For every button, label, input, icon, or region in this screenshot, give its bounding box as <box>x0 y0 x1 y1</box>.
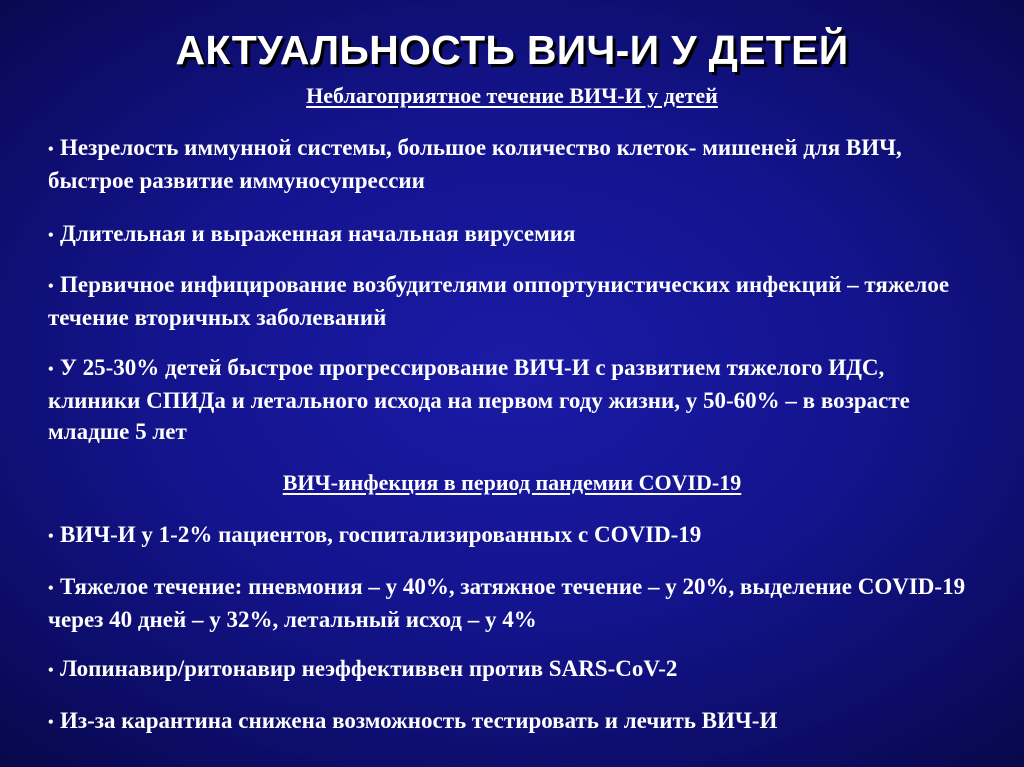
bullet-marker: • <box>48 714 54 731</box>
bullet-text: Незрелость иммунной системы, большое количество клеток- мишеней для ВИЧ, быстрое развитие иммуносупрессии <box>48 135 902 193</box>
bullet-text: У 25-30% детей быстрое прогрессирование ВИЧ-И с развитием тяжелого ИДС, клиники СПИДа и летального исхода на первом году жизни, у 50-60% – в возрасте младше 5 лет <box>48 355 910 444</box>
bullet-marker: • <box>48 278 54 295</box>
bullet-item <box>48 218 978 251</box>
bullet-item <box>48 269 978 333</box>
bullet-text: Длительная и выраженная начальная вирусемия <box>60 221 576 246</box>
bullet-marker: • <box>48 662 54 679</box>
section-heading-unfavorable-course: Неблагоприятное течение ВИЧ-И у детей <box>306 83 718 108</box>
bullet-item <box>48 132 978 196</box>
bullet-marker: • <box>48 227 54 244</box>
bullet-text: ВИЧ-И у 1-2% пациентов, госпитализированных с COVID-19 <box>60 522 702 547</box>
slide-title: АКТУАЛЬНОСТЬ ВИЧ-И У ДЕТЕЙ <box>175 27 849 73</box>
bullet-text: Из-за карантина снижена возможность тестировать и лечить ВИЧ-И <box>60 708 778 733</box>
bullet-marker: • <box>48 141 54 158</box>
bullet-text: Лопинавир/ритонавир неэффективвен против SARS-CoV-2 <box>60 656 678 681</box>
bullet-text: Первичное инфицирование возбудителями оппортунистических инфекций – тяжелое течение вторичных заболеваний <box>48 272 950 330</box>
bullet-item <box>48 571 978 635</box>
bullet-text: Тяжелое течение: пневмония – у 40%, затяжное течение – у 20%, выделение COVID-19 через 40 дней – у 32%, летальный исход – у 4% <box>48 574 966 632</box>
section-heading-covid: ВИЧ-инфекция в период пандемии COVID-19 <box>282 470 742 495</box>
bullet-item <box>48 352 978 447</box>
bullet-marker: • <box>48 580 54 597</box>
bullet-item <box>48 705 978 738</box>
bullet-item <box>48 653 978 686</box>
bullet-marker: • <box>48 528 54 545</box>
bullet-item <box>48 519 978 552</box>
bullet-marker: • <box>48 361 54 378</box>
